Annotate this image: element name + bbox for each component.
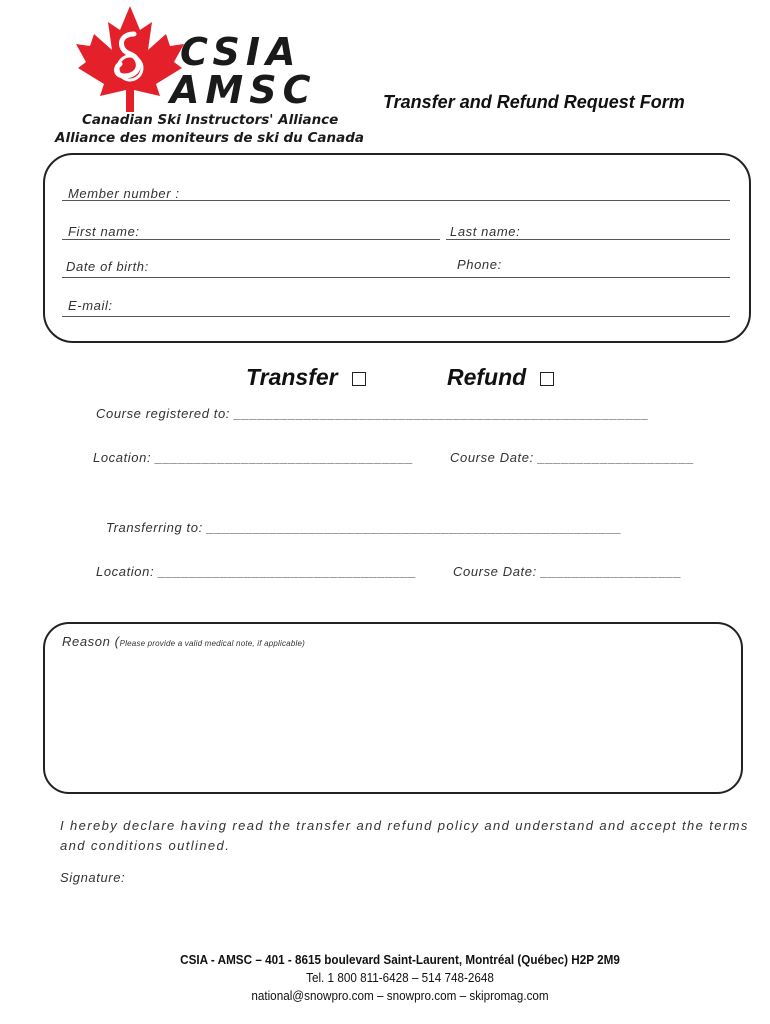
reason-note: Please provide a valid medical note, if applicable) xyxy=(119,639,305,648)
org-name-en: Canadian Ski Instructors' Alliance xyxy=(82,112,339,128)
first-name-label: First name: xyxy=(68,224,140,239)
brand-csia: CSIA xyxy=(180,30,302,74)
footer-address xyxy=(94,951,706,1005)
footer-line1: CSIA - AMSC – 401 - 8615 boulevard Saint-Laurent, Montréal (Québec) H2P 2M9 xyxy=(180,952,620,967)
form-title: Transfer and Refund Request Form xyxy=(383,92,685,112)
dob-phone-field[interactable] xyxy=(62,277,730,278)
signature-label: Signature: xyxy=(60,870,126,885)
transfer-option[interactable] xyxy=(246,364,366,391)
declaration-text: I hereby declare having read the transfer and refund policy and understand and accept the terms and conditions outlined. xyxy=(60,818,749,853)
course-registered-field[interactable]: Course registered to: _____________________________________________________ xyxy=(96,406,650,421)
footer-line3: national@snowpro.com – snowpro.com – skipromag.com xyxy=(251,988,549,1003)
location2-field[interactable]: Location: _________________________________ xyxy=(96,564,417,579)
transferring-to-field[interactable]: Transferring to: _____________________________________________________ xyxy=(106,520,622,535)
member-number-field[interactable] xyxy=(62,200,730,201)
email-field[interactable] xyxy=(62,316,730,317)
brand-amsc: AMSC xyxy=(170,68,317,112)
location1-field[interactable]: Location: _________________________________ xyxy=(93,450,414,465)
refund-option[interactable] xyxy=(447,364,554,391)
last-name-label: Last name: xyxy=(450,224,521,239)
refund-label: Refund xyxy=(447,364,527,390)
refund-checkbox[interactable] xyxy=(540,372,554,386)
course-date1-field[interactable]: Course Date: ____________________ xyxy=(450,450,695,465)
transfer-checkbox[interactable] xyxy=(352,372,366,386)
member-info-box xyxy=(43,153,751,343)
first-name-field[interactable] xyxy=(62,239,440,240)
footer-line2: Tel. 1 800 811-6428 – 514 748-2648 xyxy=(306,970,494,985)
course-date2-field[interactable]: Course Date: __________________ xyxy=(453,564,682,579)
email-label: E-mail: xyxy=(68,298,113,313)
reason-label xyxy=(62,634,305,649)
transfer-label: Transfer xyxy=(246,364,338,390)
csia-logo xyxy=(60,4,380,114)
org-name-fr: Alliance des moniteurs de ski du Canada xyxy=(55,130,365,146)
last-name-field[interactable] xyxy=(446,239,730,240)
phone-label: Phone: xyxy=(457,257,502,272)
member-number-label: Member number : xyxy=(68,186,180,201)
footer xyxy=(60,951,740,1005)
reason-label-text: Reason ( xyxy=(62,634,120,649)
dob-label: Date of birth: xyxy=(66,259,149,274)
